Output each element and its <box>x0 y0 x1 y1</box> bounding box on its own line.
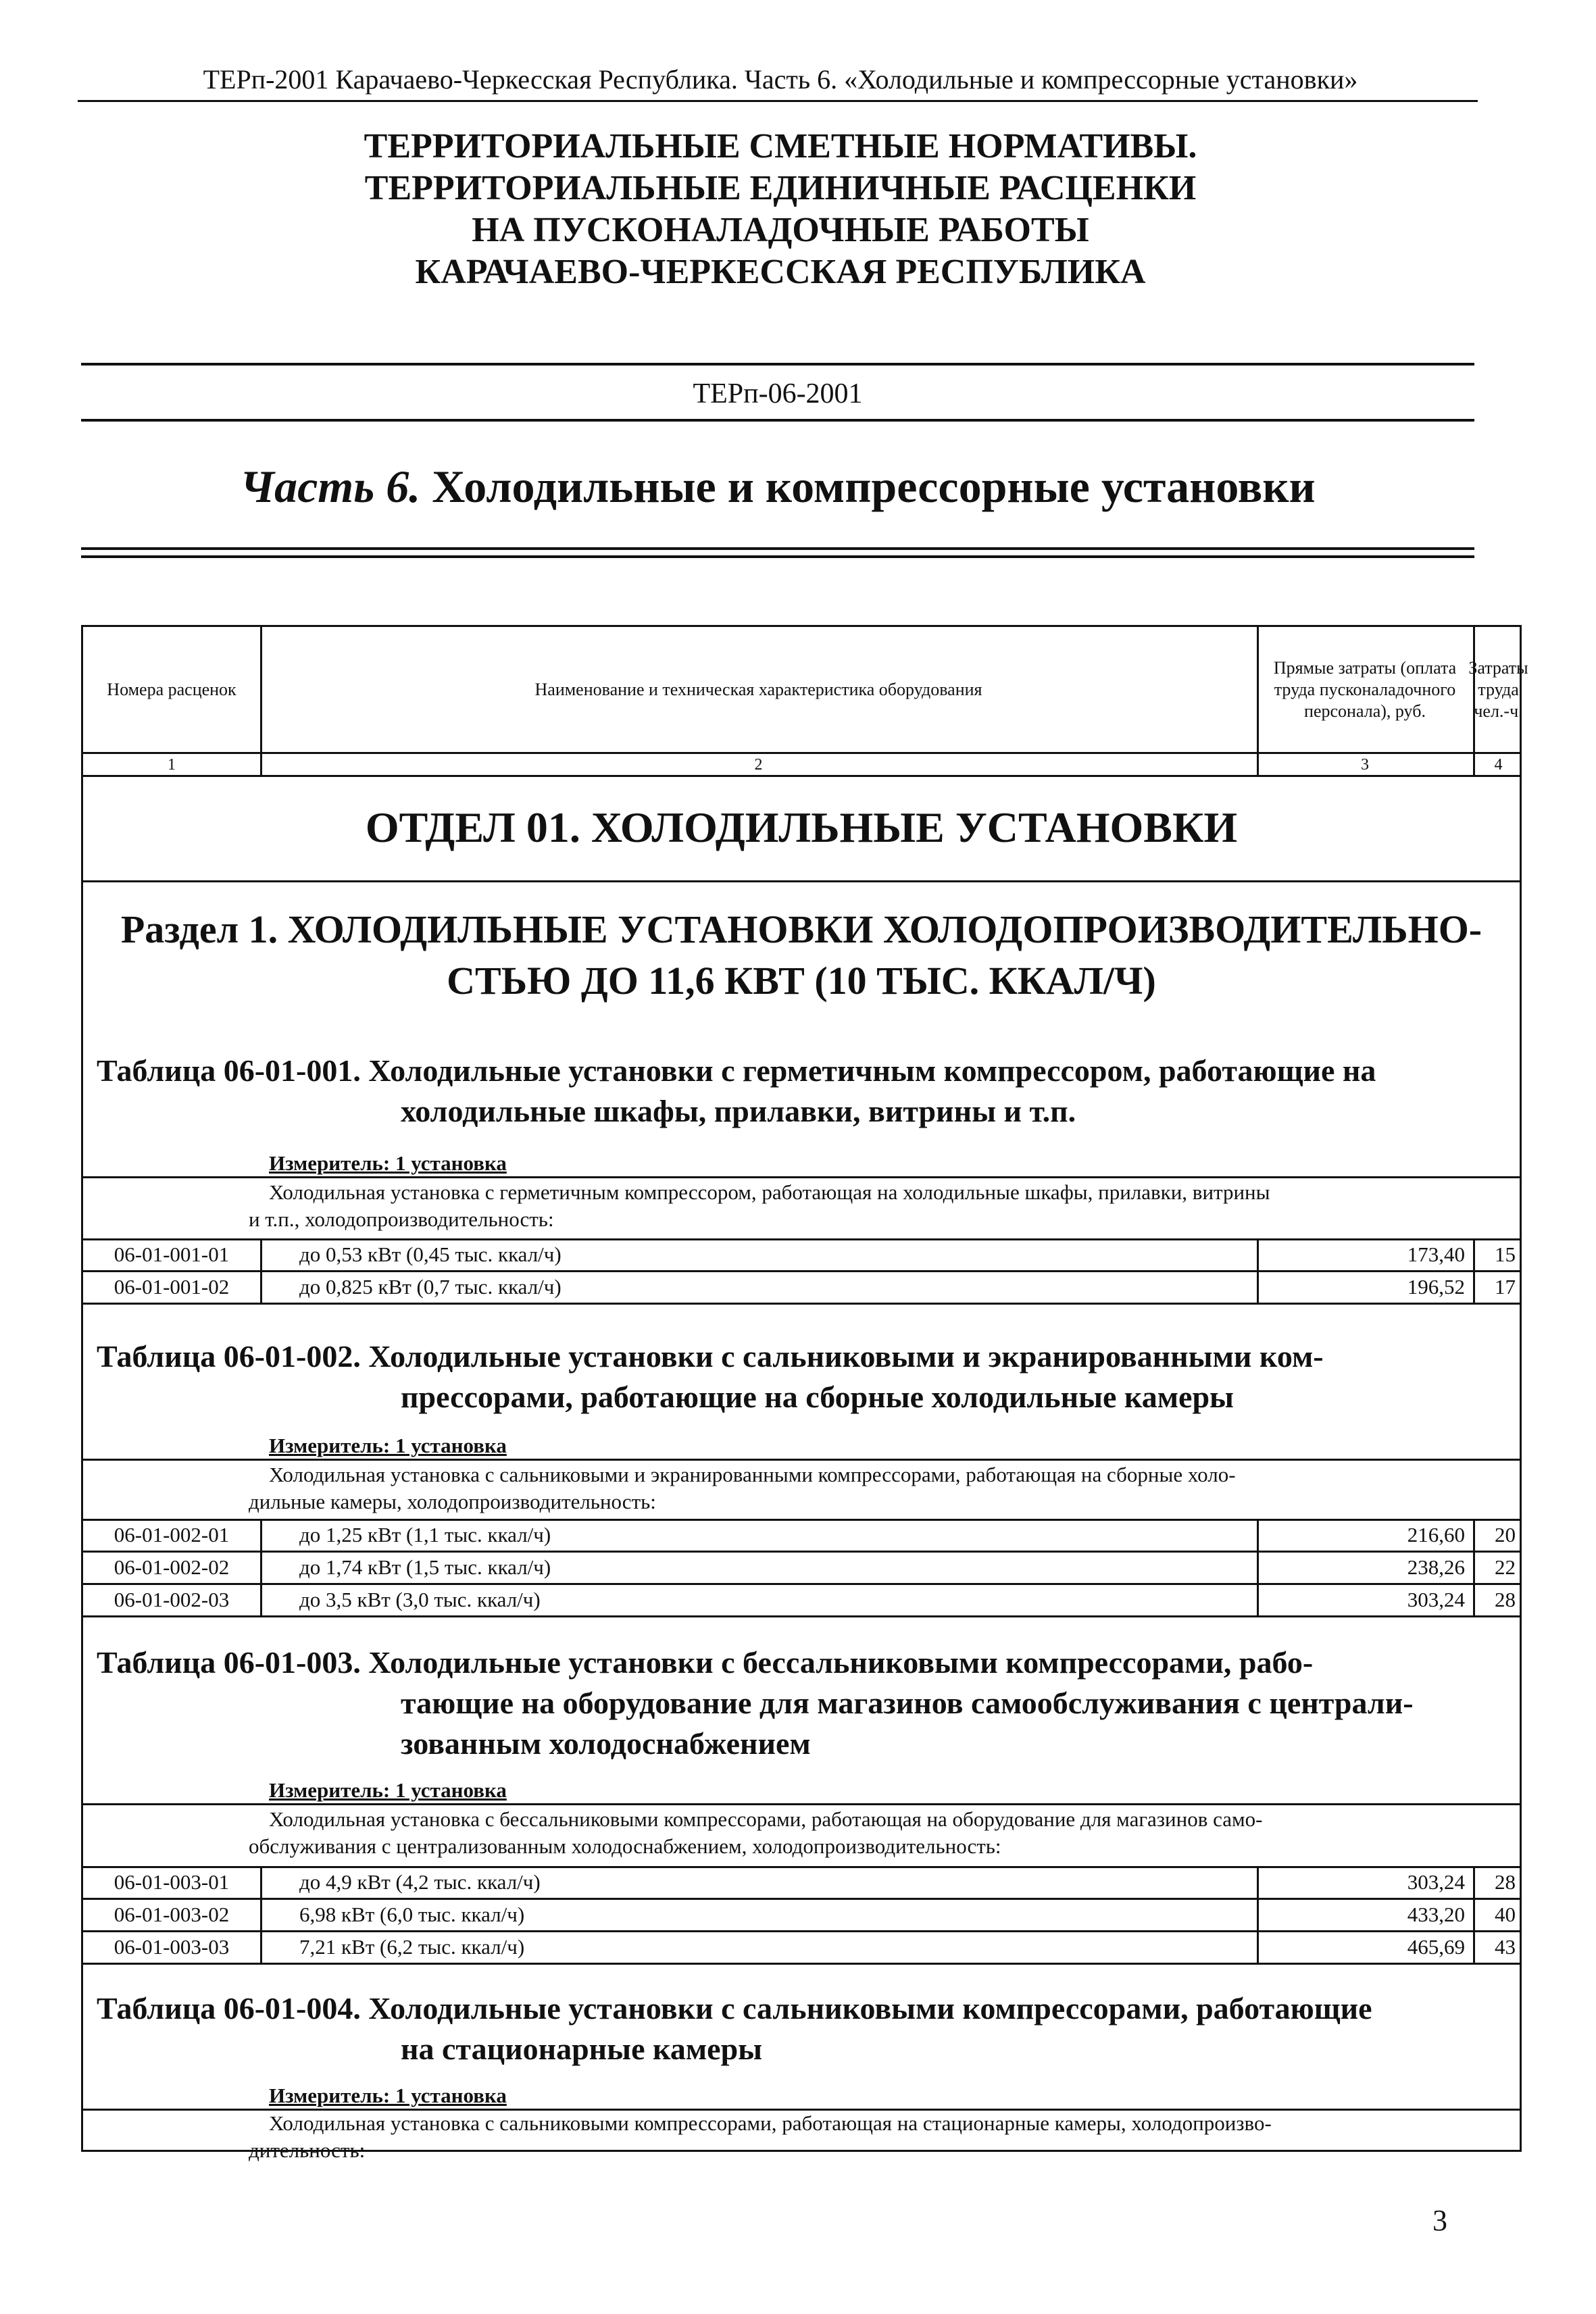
rate-cost: 173,40 <box>1407 1242 1465 1266</box>
rate-code: 06-01-001-02 <box>114 1275 230 1299</box>
table-title: Холодильные установки с бессальниковыми компрессорами, рабо- <box>368 1645 1314 1680</box>
rate-code: 06-01-002-01 <box>114 1523 230 1546</box>
column-divider <box>260 627 262 777</box>
document-title <box>81 126 1480 293</box>
table-title-cont: зованным холодоснабжением <box>401 1726 811 1761</box>
rate-labor: 40 <box>1495 1903 1516 1926</box>
table-heading-004 <box>97 1988 1509 2069</box>
table-heading-003 <box>97 1642 1509 1764</box>
rate-labor: 15 <box>1495 1242 1516 1266</box>
table-heading-002 <box>97 1336 1509 1417</box>
cell-divider <box>260 1520 262 1551</box>
division-title: ОТДЕЛ 01. ХОЛОДИЛЬНЫЕ УСТАНОВКИ <box>365 803 1238 851</box>
table-heading-001 <box>97 1051 1509 1132</box>
rate-name: до 0,53 кВт (0,45 тыс. ккал/ч) <box>299 1242 562 1266</box>
page-number: 3 <box>1432 2204 1447 2237</box>
section-title-line: СТЬЮ ДО 11,6 КВТ (10 ТЫС. ККАЛ/Ч) <box>447 959 1156 1003</box>
rate-cost: 465,69 <box>1407 1935 1465 1959</box>
table-row <box>83 1932 1520 1965</box>
table-code: Таблица 06-01-003. <box>97 1645 361 1680</box>
row-rule <box>83 1803 1520 1805</box>
rate-code: 06-01-003-03 <box>114 1935 230 1959</box>
table-title-cont: холодильные шкафы, прилавки, витрины и т.п. <box>401 1094 1076 1128</box>
table-code: Таблица 06-01-001. <box>97 1053 361 1088</box>
title-line: НА ПУСКОНАЛАДОЧНЫЕ РАБОТЫ <box>472 211 1089 249</box>
table-description <box>249 1461 1505 1515</box>
rate-name: до 3,5 кВт (3,0 тыс. ккал/ч) <box>299 1588 541 1611</box>
table-description <box>249 1806 1505 1860</box>
table-title-cont: тающие на оборудование для магазинов самообслуживания с централи- <box>401 1686 1414 1720</box>
description-line: Холодильная установка с герметичным компрессором, работающая на холодильные шкафы, прилавки, витрины <box>269 1180 1270 1204</box>
section-title-line: Раздел 1. ХОЛОДИЛЬНЫЕ УСТАНОВКИ ХОЛОДОПРОИЗВОДИТЕЛЬНО- <box>120 907 1482 951</box>
cell-divider <box>260 1867 262 1898</box>
part-title-prefix: Часть 6. <box>240 461 421 512</box>
description-line: обслуживания с централизованным холодоснабжением, холодопроизводительность: <box>249 1834 1001 1858</box>
header-col-name: Наименование и техническая характеристика оборудования <box>534 679 982 699</box>
rates-table <box>81 625 1528 2162</box>
table-title: Холодильные установки с герметичным компрессором, работающие на <box>368 1053 1376 1088</box>
description-line: Холодильная установка с сальниковыми и экранированными компрессорами, работающая на сборные холо- <box>269 1463 1236 1486</box>
double-rule-upper <box>81 547 1474 550</box>
rate-code: 06-01-001-01 <box>114 1242 230 1266</box>
table-code: Таблица 06-01-002. <box>97 1339 361 1374</box>
table-row <box>83 1900 1520 1932</box>
description-line: и т.п., холодопроизводительность: <box>249 1207 554 1231</box>
rate-name: 7,21 кВт (6,2 тыс. ккал/ч) <box>299 1935 525 1959</box>
table-title-cont: прессорами, работающие на сборные холодильные камеры <box>401 1380 1234 1414</box>
measure-unit: Измеритель: 1 установка <box>269 1434 507 1457</box>
part-title <box>81 458 1474 515</box>
header-col-cost: Прямые затраты (оплата труда пусконаладочного персонала), руб. <box>1273 657 1457 721</box>
rate-cost: 238,26 <box>1407 1555 1465 1579</box>
rate-code: 06-01-002-03 <box>114 1588 230 1611</box>
rate-code: 06-01-003-01 <box>114 1870 230 1894</box>
part-title-text: Холодильные и компрессорные установки <box>432 461 1316 512</box>
rate-labor: 43 <box>1495 1935 1516 1959</box>
cell-divider <box>260 1553 262 1583</box>
column-divider <box>1257 627 1259 777</box>
table-row <box>83 1867 1520 1900</box>
measure-unit: Измеритель: 1 установка <box>269 1151 507 1175</box>
table-title-cont: на стационарные камеры <box>401 2032 763 2066</box>
table-title: Холодильные установки с сальниковыми и экранированными ком- <box>368 1339 1324 1374</box>
doc-code-rule-bottom <box>81 419 1474 422</box>
header-col-codes: Номера расценок <box>107 679 236 699</box>
table-row <box>83 1240 1520 1272</box>
rate-code: 06-01-003-02 <box>114 1903 230 1926</box>
row-rule <box>83 1176 1520 1178</box>
rate-labor: 28 <box>1495 1870 1516 1894</box>
cell-divider <box>260 1272 262 1303</box>
description-line: дильные камеры, холодопроизводительность: <box>249 1490 656 1513</box>
cell-divider <box>260 1900 262 1930</box>
measure-unit: Измеритель: 1 установка <box>269 2084 507 2107</box>
rate-labor: 28 <box>1495 1588 1516 1611</box>
rate-name: до 0,825 кВт (0,7 тыс. ккал/ч) <box>299 1275 562 1299</box>
column-number: 1 <box>168 755 176 774</box>
doc-code: ТЕРп-06-2001 <box>693 378 863 409</box>
rate-name: до 4,9 кВт (4,2 тыс. ккал/ч) <box>299 1870 541 1894</box>
rate-cost: 303,24 <box>1407 1870 1465 1894</box>
double-rule-lower <box>81 555 1474 558</box>
table-row <box>83 1272 1520 1305</box>
doc-code-rule-top <box>81 363 1474 366</box>
rate-name: до 1,25 кВт (1,1 тыс. ккал/ч) <box>299 1523 551 1546</box>
table-code: Таблица 06-01-004. <box>97 1991 361 2026</box>
cell-divider <box>260 1585 262 1615</box>
row-rule <box>83 1459 1520 1461</box>
table-row <box>83 1553 1520 1585</box>
column-number: 3 <box>1361 755 1369 774</box>
description-line: Холодильная установка с бессальниковыми компрессорами, работающая на оборудование для магазинов само- <box>269 1807 1263 1831</box>
cell-divider <box>260 1240 262 1270</box>
description-line: Холодильная установка с сальниковыми компрессорами, работающая на стационарные камеры, холодопроизво- <box>269 2111 1272 2135</box>
title-line: ТЕРРИТОРИАЛЬНЫЕ СМЕТНЫЕ НОРМАТИВЫ. <box>364 127 1197 166</box>
header-col-labor: Затраты труда чел.-ч. <box>1468 657 1528 721</box>
table-row <box>83 1585 1520 1617</box>
rate-cost: 216,60 <box>1407 1523 1465 1546</box>
table-description <box>249 1179 1505 1233</box>
column-number: 2 <box>754 755 763 774</box>
rate-labor: 22 <box>1495 1555 1516 1579</box>
cell-divider <box>260 1932 262 1963</box>
table-header-row <box>83 627 1528 754</box>
section-title <box>83 904 1520 1007</box>
rate-name: 6,98 кВт (6,0 тыс. ккал/ч) <box>299 1903 525 1926</box>
column-number: 4 <box>1494 755 1503 774</box>
rate-cost: 303,24 <box>1407 1588 1465 1611</box>
title-line: КАРАЧАЕВО-ЧЕРКЕССКАЯ РЕСПУБЛИКА <box>415 253 1146 291</box>
rate-cost: 196,52 <box>1407 1275 1465 1299</box>
table-description <box>249 2110 1505 2164</box>
rate-code: 06-01-002-02 <box>114 1555 230 1579</box>
header-rule <box>78 100 1478 102</box>
division-rule <box>83 880 1520 882</box>
rate-name: до 1,74 кВт (1,5 тыс. ккал/ч) <box>299 1555 551 1579</box>
title-line: ТЕРРИТОРИАЛЬНЫЕ ЕДИНИЧНЫЕ РАСЦЕНКИ <box>364 169 1197 207</box>
column-divider <box>1473 627 1475 777</box>
rate-cost: 433,20 <box>1407 1903 1465 1926</box>
running-header: ТЕРп-2001 Карачаево-Черкесская Республика. Часть 6. «Холодильные и компрессорные установки» <box>203 64 1358 95</box>
description-line: дительность: <box>249 2138 366 2162</box>
table-title: Холодильные установки с сальниковыми компрессорами, работающие <box>368 1991 1372 2026</box>
table-row <box>83 1520 1520 1553</box>
measure-unit: Измеритель: 1 установка <box>269 1778 507 1802</box>
rate-labor: 20 <box>1495 1523 1516 1546</box>
rate-labor: 17 <box>1495 1275 1516 1299</box>
table-column-numbers <box>83 754 1520 777</box>
